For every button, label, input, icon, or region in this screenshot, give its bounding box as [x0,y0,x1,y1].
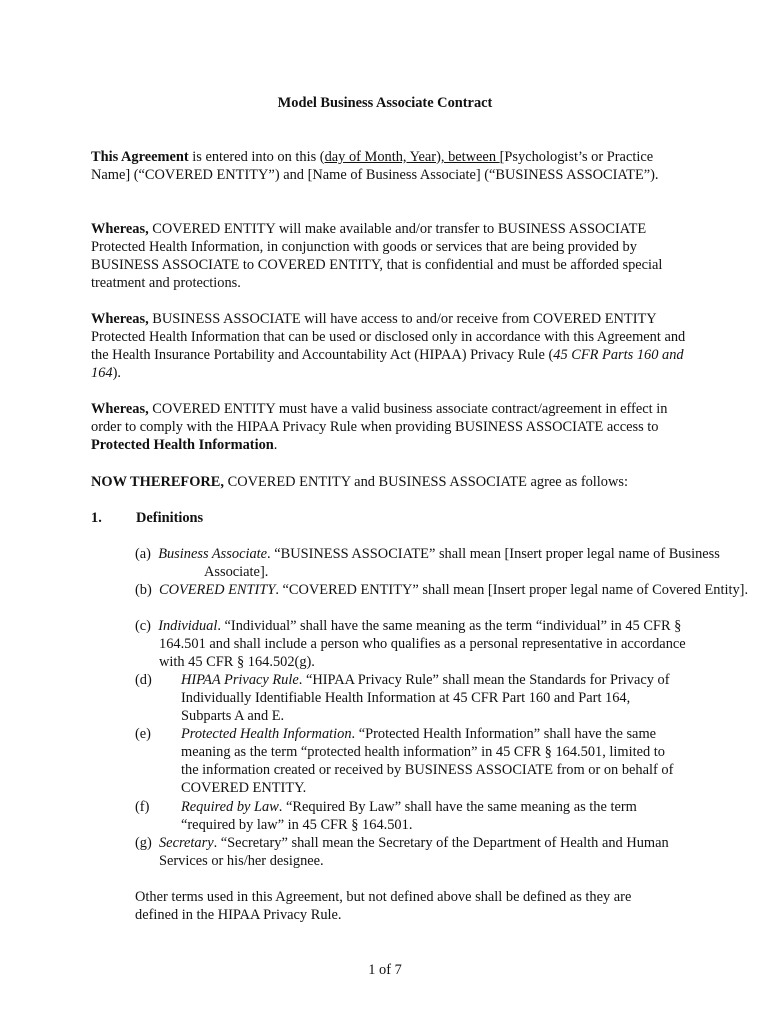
whereas-1-text: COVERED ENTITY will make available and/or transfer to BUSINESS ASSOCIATE Protected Health Information, in conjunction with goods or services that are being provided by BUSINESS ASSOCIATE to COVERED ENTITY, that is confidential and must be afforded special treatment and protections. [91,221,663,291]
definition-marker: (d) [135,672,152,688]
definition-text: . “Individual” shall have the same meaning as the term “individual” in 45 CFR § 164.501 and shall include a person who qualifies as a personal representative in accordance with 45 CFR § 164.502(g). [159,618,686,670]
definition-marker: (g) [135,835,152,851]
definition-text: . “HIPAA Privacy Rule” shall mean the Standards for Privacy of Individually Identifiable Health Information at 45 CFR Part 160 and Part 164, Subparts A and E. [181,672,670,724]
definition-term: COVERED ENTITY [158,582,276,598]
whereas-paragraph-1 [91,220,691,292]
whereas-3-bold: Protected Health Information [91,437,274,453]
definition-c [135,617,689,671]
section-title: Definitions [136,510,204,526]
whereas-2-end: ). [112,365,121,381]
whereas-2-lead: Whereas, [91,311,149,327]
definition-marker: (c) [135,618,151,634]
whereas-3-text: COVERED ENTITY must have a valid business associate contract/agreement in effect in order to comply with the HIPAA Privacy Rule when providing BUSINESS ASSOCIATE access to [91,401,668,435]
page-number: 1 of 7 [368,962,402,978]
definition-g [135,834,689,870]
whereas-2-text: BUSINESS ASSOCIATE will have access to and/or receive from COVERED ENTITY Protected Health Information that can be used or disclosed only in accordance with this Agreement and the Health Insurance Portability and Accountability Act (HIPAA) Privacy Rule ( [91,311,686,363]
document-title: Model Business Associate Contract [277,95,493,111]
definition-a [135,545,734,581]
intro-lead: This Agreement [91,149,189,165]
intro-paragraph [91,148,691,184]
definition-term: HIPAA Privacy Rule [181,672,299,688]
definition-d [181,671,671,725]
definition-term: Protected Health Information [181,726,352,742]
definition-text: . “BUSINESS ASSOCIATE” shall mean [Insert proper legal name of Business Associate]. [204,546,720,580]
now-therefore-text: COVERED ENTITY and BUSINESS ASSOCIATE agree as follows: [224,474,628,490]
intro-text-2: [Psychologist’s or Practice Name] (“COVERED ENTITY”) and [Name of Business Associate] (“BUSINESS ASSOCIATE”). [91,149,659,183]
definition-term: Secretary [158,835,214,851]
definition-marker: (f) [135,799,150,815]
section-number: 1. [91,510,102,526]
whereas-1-lead: Whereas, [91,221,149,237]
definition-text: . “Secretary” shall mean the Secretary of the Department of Health and Human Services or his/her designee. [159,835,669,869]
definition-term: Required by Law [181,799,279,815]
definition-marker: (e) [135,726,151,742]
now-therefore-paragraph [91,473,691,491]
definition-marker: (a) [135,546,151,562]
whereas-3-lead: Whereas, [91,401,149,417]
definition-text: . “COVERED ENTITY” shall mean [Insert proper legal name of Covered Entity]. [275,582,749,598]
definition-e [181,725,681,797]
closing-paragraph: Other terms used in this Agreement, but not defined above shall be defined as they are defined in the HIPAA Privacy Rule. [135,889,632,923]
definition-f [181,798,671,834]
definition-term: Business Associate [158,546,268,562]
whereas-2-citation: 45 CFR Parts 160 and 164 [91,347,684,381]
now-therefore-lead: NOW THEREFORE, [91,474,225,490]
definition-marker: (b) [135,582,152,598]
intro-date-underlined: day of Month, Year), between [324,149,500,165]
definition-text: . “Protected Health Information” shall have the same meaning as the term “protected health information” in 45 CFR § 164.501, limited to the information created or received by BUSINESS ASSOCIATE from or on behalf of COVERED ENTITY. [181,726,674,796]
definition-b [135,581,750,599]
whereas-paragraph-3 [91,400,691,454]
intro-text-1: is entered into on this ( [188,149,325,165]
whereas-3-end: . [273,437,278,453]
definition-text: . “Required By Law” shall have the same meaning as the term “required by law” in 45 CFR § 164.501. [181,799,637,833]
definition-term: Individual [158,618,218,634]
section-heading [91,509,203,527]
whereas-paragraph-2 [91,310,691,382]
